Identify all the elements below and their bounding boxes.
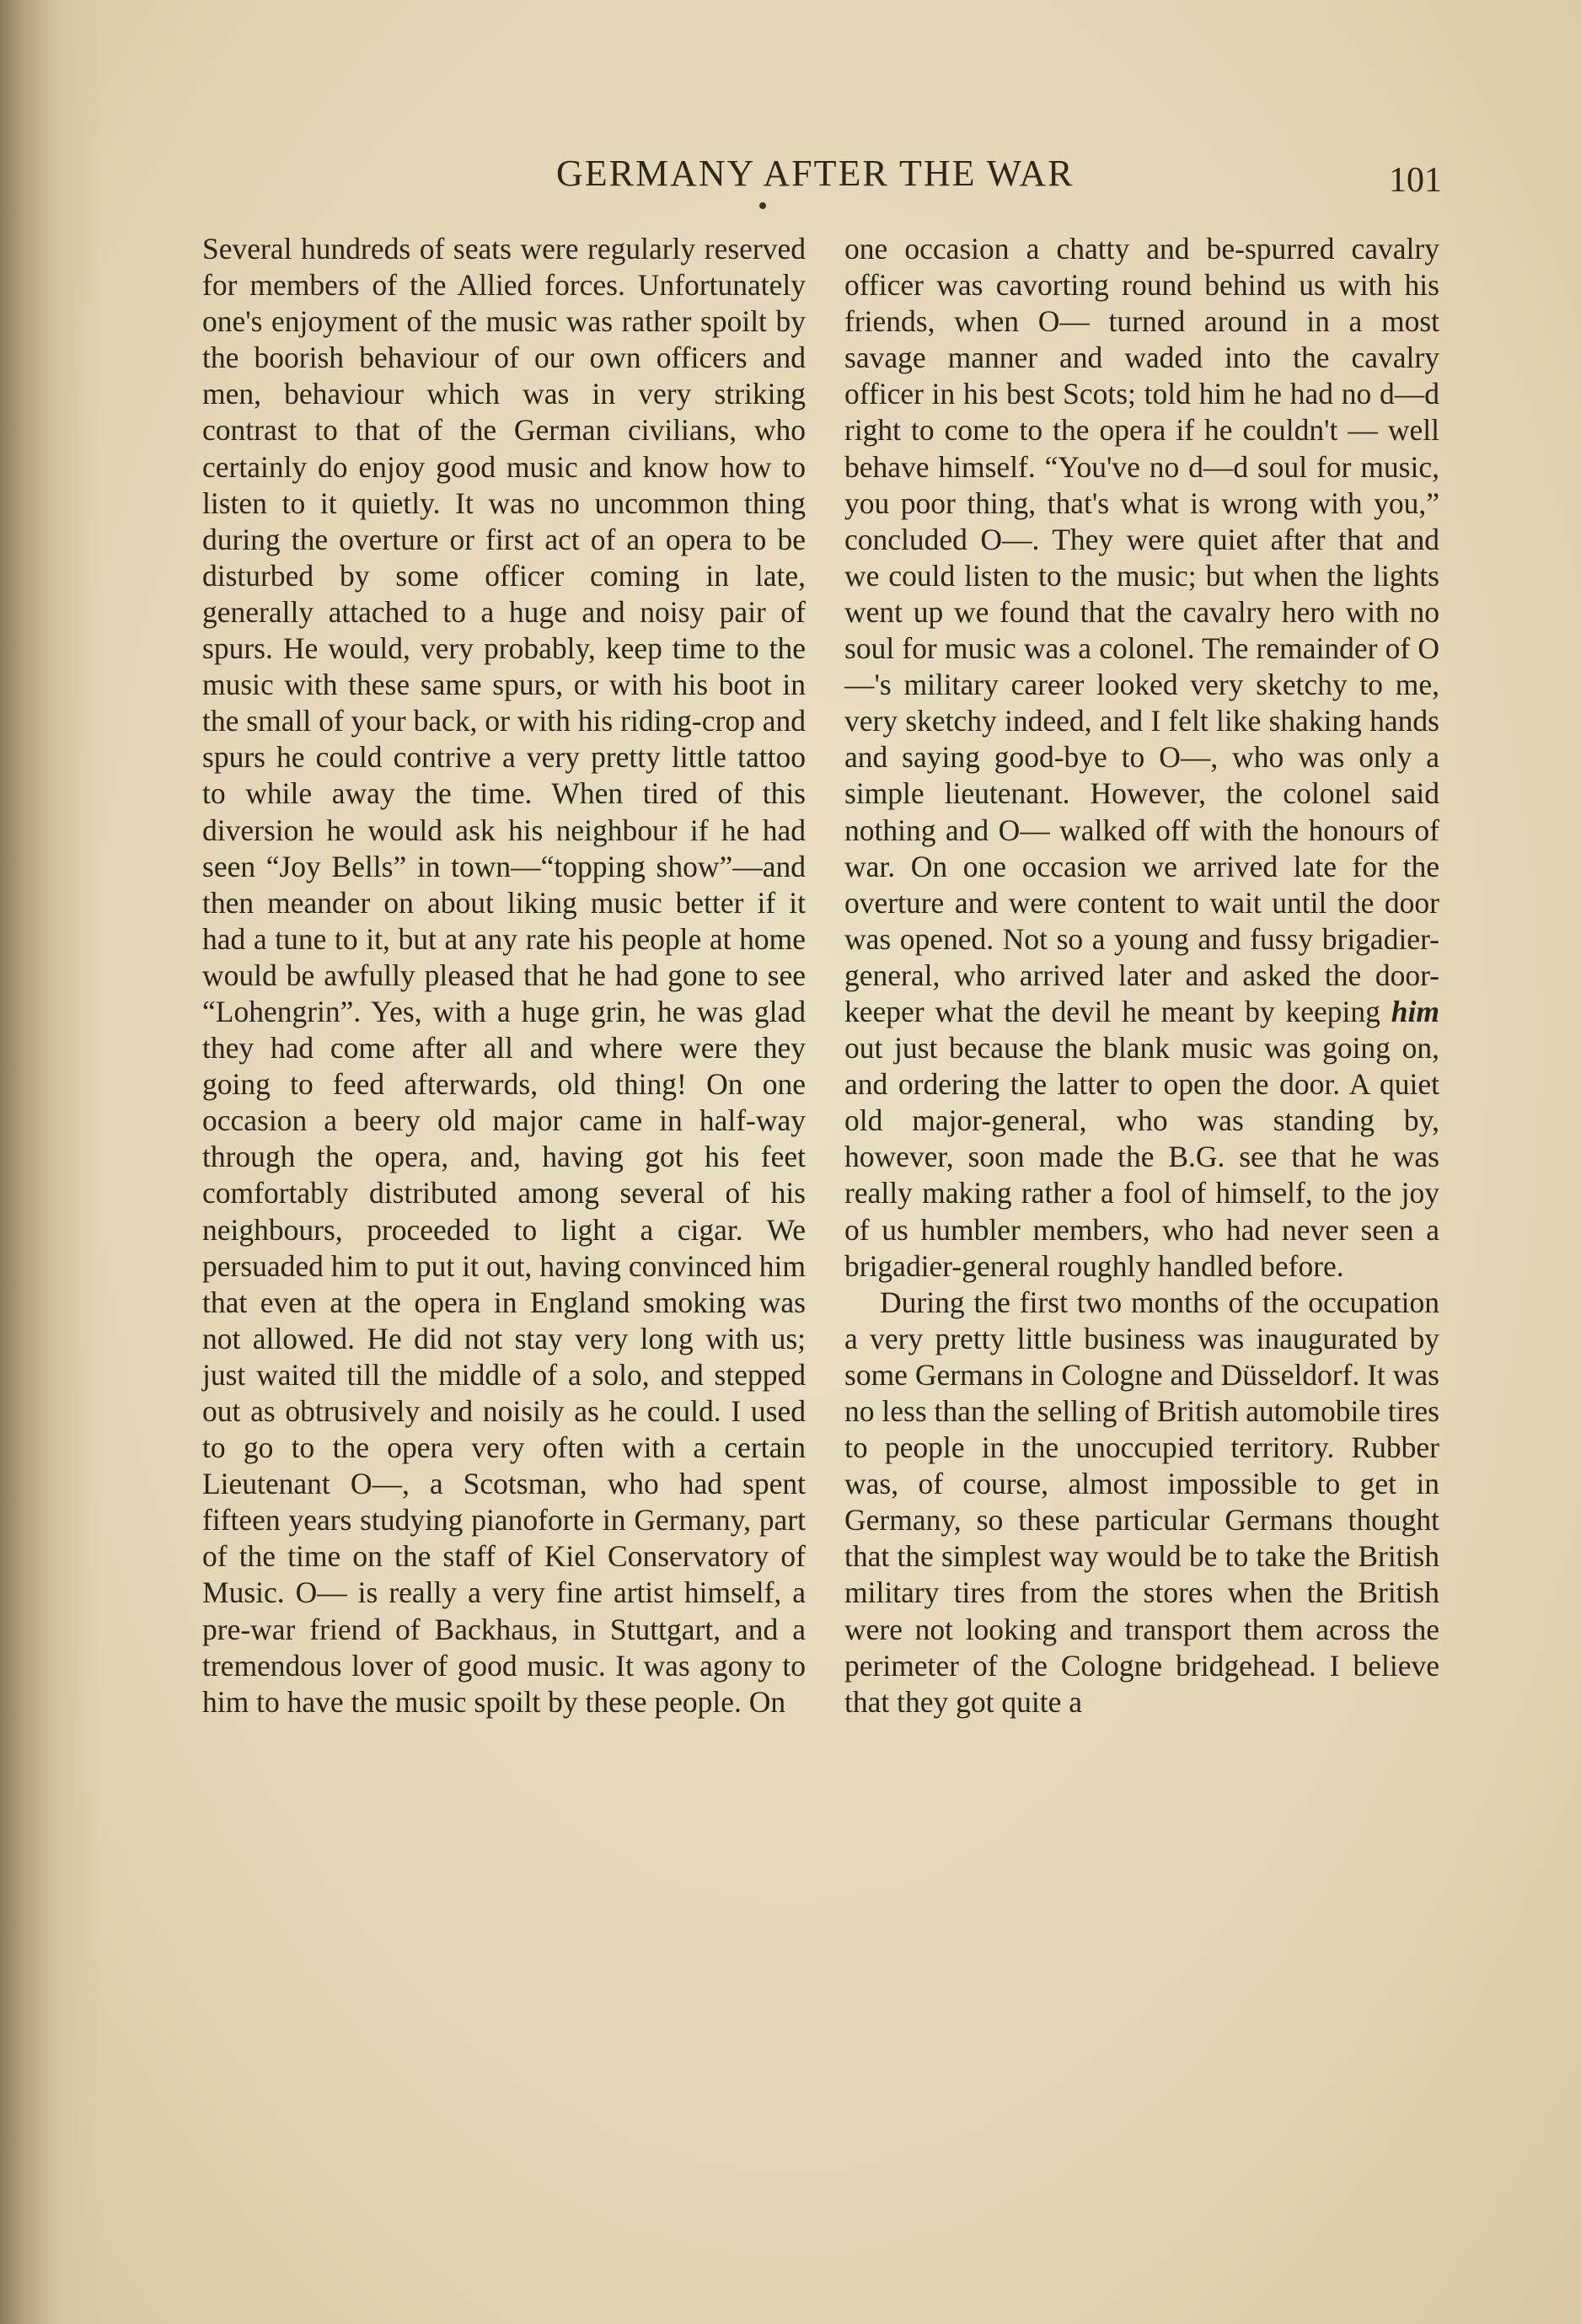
right-column (844, 231, 1439, 1720)
running-head: GERMANY AFTER THE WAR (556, 153, 1075, 194)
right-column-paragraph-1 (844, 231, 1439, 1285)
left-column (202, 231, 806, 1720)
ink-dot (759, 202, 766, 209)
italic-emphasis: him (1391, 994, 1440, 1028)
left-column-paragraph: Several hundreds of seats were regularly reserved for members of the Allied forces. Unfortunately one's enjoyment of the music was rather spoilt by the boorish behaviour of our own officers and men, behaviour which was in very striking contrast to that of the German civilians, who certainly do enjoy good music and know how to listen to it quietly. It was no uncommon thing during the overture or first act of an opera to be disturbed by some officer coming in late, generally attached to a huge and noisy pair of spurs. He would, very probably, keep time to the music with these same spurs, or with his boot in the small of your back, or with his riding-crop and spurs he could contrive a very pretty little tattoo to while away the time. When tired of this diversion he would ask his neighbour if he had seen “Joy Bells” in town—“topping show”—and then meander on about liking music better if it had a tune to it, but at any rate his people at home would be awfully pleased that he had gone to see “Lohengrin”. Yes, with a huge grin, he was glad they had come after all and where were they going to feed afterwards, old thing! On one occasion a beery old major came in half-way through the opera, and, having got his feet comfortably distributed among several of his neighbours, proceeded to light a cigar. We persuaded him to put it out, having convinced him that even at the opera in England smoking was not allowed. He did not stay very long with us; just waited till the middle of a solo, and stepped out as obtrusively and noisily as he could. I used to go to the opera very often with a certain Lieutenant O—, a Scotsman, who had spent fifteen years studying pianoforte in Germany, part of the time on the staff of Kiel Conservatory of Music. O— is really a very fine artist himself, a pre-war friend of Backhaus, in Stuttgart, and a tremendous lover of good music. It was agony to him to have the music spoilt by these people. On (202, 232, 806, 1719)
binding-gutter-shadow (0, 0, 101, 2324)
page-number: 101 (1389, 161, 1442, 200)
paragraph-text: one occasion a chatty and be-spurred cavalry officer was cavorting round behind us with his friends, when O— turned around in a most savage manner and waded into the cavalry officer in his best Scots; told him he had no d—d right to come to the opera if he couldn't — well behave himself. “You've no d—d soul for music, you poor thing, that's what is wrong with you,” concluded O—. They were quiet after that and we could listen to the music; but when the lights went up we found that the cavalry hero with no soul for music was a colonel. The remainder of O—'s military career looked very sketchy to me, very sketchy indeed, and I felt like shaking hands and saying good-bye to O—, who was only a simple lieutenant. However, the colonel said nothing and O— walked off with the honours of war. On one occasion we arrived late for the overture and were content to wait until the door was opened. Not so a young and fussy brigadier-general, who arrived later and asked the door-keeper what the devil he meant by keeping (844, 232, 1439, 1028)
right-column-paragraph-2: During the first two months of the occupation a very pretty little business was inaugurated by some Germans in Cologne and Düsseldorf. It was no less than the selling of British automobile tires to people in the unoccupied territory. Rubber was, of course, almost impossible to get in Germany, so these particular Germans thought that the simplest way would be to take the British military tires from the stores when the British were not looking and transport them across the perimeter of the Cologne bridgehead. I believe that they got quite a (844, 1285, 1439, 1719)
paragraph-text: out just because the blank music was going on, and ordering the latter to open the door. A quiet old major-general, who was standing by, however, soon made the B.G. see that he was really making rather a fool of himself, to the joy of us humbler members, who had never seen a brigadier-general roughly handled before. (844, 1031, 1439, 1283)
